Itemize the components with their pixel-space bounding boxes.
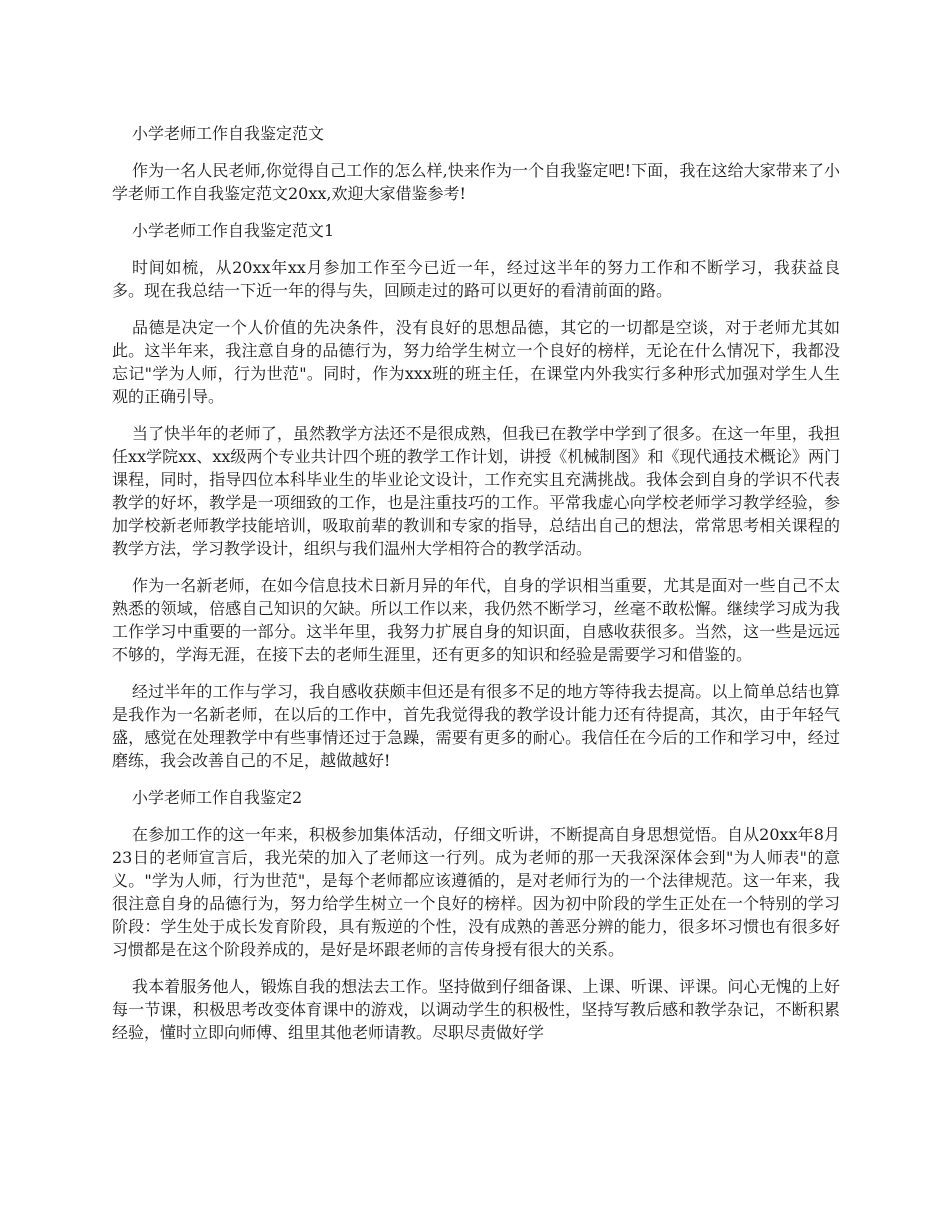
- section-1-paragraph-2: 品德是决定一个人价值的先决条件，没有良好的思想品德，其它的一切都是空谈，对于老师尤其如此。这半年来，我注意自身的品德行为，努力给学生树立一个良好的榜样，无论在什么情况下，我都没忘记"学为人师，行为世范"。同时，作为xxx班的班主任，在课堂内外我实行多种形式加强对学生人生观的正确引导。: [112, 318, 840, 406]
- document-page: [112, 122, 840, 1058]
- section-2-title: 小学老师工作自我鉴定2: [132, 788, 303, 807]
- section-1-title: 小学老师工作自我鉴定范文1: [132, 221, 335, 240]
- section-1-paragraph-5: 经过半年的工作与学习，我自感收获颇丰但还是有很多不足的地方等待我去提高。以上简单总结也算是我作为一名新老师，在以后的工作中，首先我觉得我的教学设计能力还有待提高，其次，由于年轻气盛，感觉在处理教学中有些事情还过于急躁，需要有更多的耐心。我信任在今后的工作和学习中，经过磨练，我会改善自己的不足，越做越好!: [112, 682, 840, 770]
- intro-paragraph: 作为一名人民老师,你觉得自己工作的怎么样,快来作为一个自我鉴定吧!下面，我在这给大家带来了小学老师工作自我鉴定范文20xx,欢迎大家借鉴参考!: [112, 161, 840, 203]
- section-2-paragraph-2: 我本着服务他人，锻炼自我的想法去工作。坚持做到仔细备课、上课、听课、评课。问心无愧的上好每一节课，积极思考改变体育课中的游戏，以调动学生的积极性，坚持写教后感和教学杂记，不断积累经验，懂时立即向师傅、组里其他老师请教。尽职尽责做好学: [112, 977, 840, 1042]
- section-1-paragraph-3: 当了快半年的老师了，虽然教学方法还不是很成熟，但我已在教学中学到了很多。在这一年里，我担任xx学院xx、xx级两个专业共计四个班的教学工作计划，讲授《机械制图》和《现代通技术概论》两门课程，同时，指导四位本科毕业生的毕业论文设计，工作充实且充满挑战。我体会到自身的学识不代表教学的好坏，教学是一项细致的工作，也是注重技巧的工作。平常我虚心向学校老师学习教学经验，参加学校新老师教学技能培训，吸取前辈的教训和专家的指导，总结出自己的想法，常常思考相关课程的教学方法，学习教学设计，组织与我们温州大学相符合的教学活动。: [112, 424, 840, 558]
- section-1-paragraph-1: 时间如梳，从20xx年xx月参加工作至今已近一年，经过这半年的努力工作和不断学习，我获益良多。现在我总结一下近一年的得与失，回顾走过的路可以更好的看清前面的路。: [112, 258, 840, 300]
- document-title: 小学老师工作自我鉴定范文: [132, 124, 325, 143]
- section-1-paragraph-4: 作为一名新老师，在如今信息技术日新月异的年代，自身的学识相当重要，尤其是面对一些自己不太熟悉的领域，倍感自己知识的欠缺。所以工作以来，我仍然不断学习，丝毫不敢松懈。继续学习成为我工作学习中重要的一部分。这半年里，我努力扩展自身的知识面，自感收获很多。当然，这一些是远远不够的，学海无涯，在接下去的老师生涯里，还有更多的知识和经验是需要学习和借鉴的。: [112, 576, 840, 664]
- section-2-paragraph-1: 在参加工作的这一年来，积极参加集体活动，仔细文听讲，不断提高自身思想觉悟。自从20xx年8月23日的老师宣言后，我光荣的加入了老师这一行列。成为老师的那一天我深深体会到"为人师表"的意义。"学为人师，行为世范"，是每个老师都应该遵循的，是对老师行为的一个法律规范。这一年来，我很注意自身的品德行为，努力给学生树立一个良好的榜样。因为初中阶段的学生正处在一个特别的学习阶段：学生处于成长发育阶段，具有叛逆的个性，没有成熟的善恶分辨的能力，很多坏习惯也有很多好习惯都是在这个阶段养成的，是好是坏跟老师的言传身授有很大的关系。: [112, 825, 840, 959]
